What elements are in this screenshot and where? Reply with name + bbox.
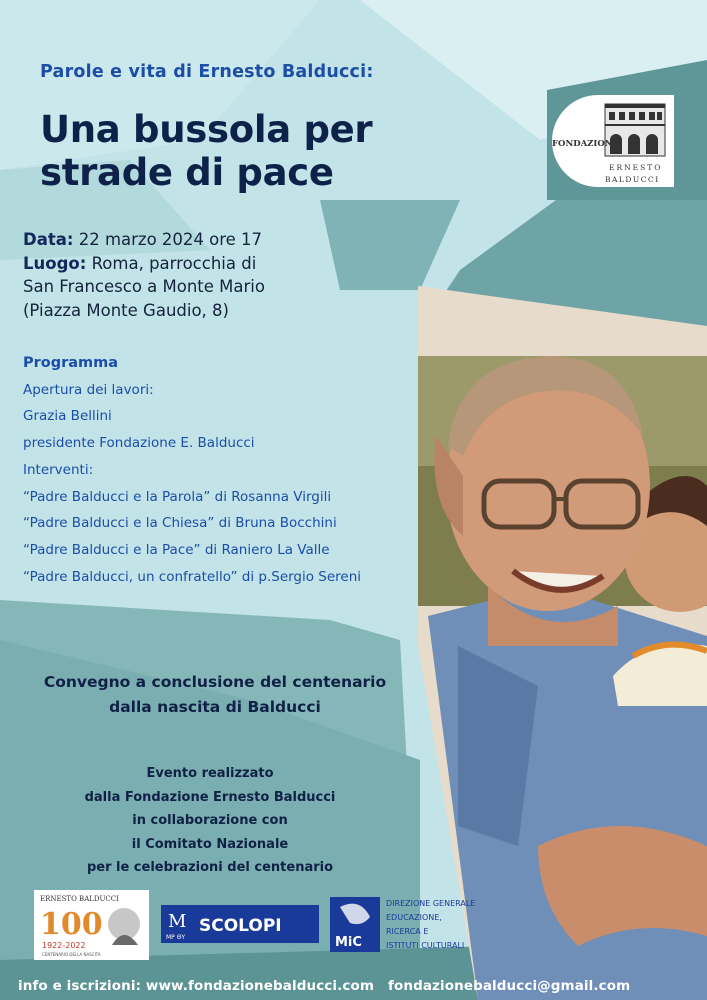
logo-word-balducci: BALDUCCI — [605, 175, 660, 184]
scolopi-logo — [161, 905, 319, 943]
organizer-line: Evento realizzato — [146, 766, 274, 781]
location-line-3: (Piazza Monte Gaudio, 8) — [23, 300, 229, 320]
email-link[interactable]: fondazionebalducci@gmail.com — [388, 978, 631, 994]
scolopi-label: SCOLOPI — [199, 916, 282, 936]
location-value: Roma, parrocchia di — [86, 253, 257, 273]
location-row — [23, 252, 265, 276]
mic-logo — [330, 897, 490, 957]
organizer-line: dalla Fondazione Ernesto Balducci — [84, 789, 336, 805]
conference-line-2: dalla nascita di Balducci — [109, 698, 321, 716]
title-line-2: strade di pace — [40, 151, 334, 194]
program-line: “Padre Balducci e la Pace” di Raniero La Valle — [23, 541, 330, 558]
program-heading: Programma — [23, 355, 119, 371]
event-info — [23, 228, 265, 322]
program-line: “Padre Balducci, un confratello” di p.Sergio Sereni — [23, 568, 362, 585]
organizer-line: il Comitato Nazionale — [131, 836, 289, 852]
location-label: Luogo: — [23, 253, 87, 273]
logo-word-fondazione: FONDAZIONE — [552, 139, 620, 149]
organizer-note — [0, 762, 420, 880]
program-line: Interventi: — [23, 461, 94, 478]
fondazione-logo — [547, 90, 679, 192]
date-label: Data: — [23, 230, 74, 249]
logo-word-ernesto: ERNESTO — [609, 163, 663, 172]
centenario-number: 100 — [40, 907, 103, 942]
conference-note — [0, 670, 430, 720]
scolopi-mark — [161, 905, 319, 943]
centenario-name: ERNESTO BALDUCCI — [40, 895, 119, 903]
program-line: “Padre Balducci e la Parola” di Rosanna Virgili — [23, 488, 332, 505]
scolopi-monogram: MP ΘY — [166, 934, 186, 941]
centenario-logo — [34, 890, 149, 960]
program-section — [23, 350, 361, 590]
program-line: Apertura dei lavori: — [23, 381, 154, 398]
mic-line: ISTITUTI CULTURALI — [386, 941, 465, 950]
program-line: Grazia Bellini — [23, 408, 112, 425]
svg-text:M: M — [168, 911, 187, 932]
date-value: 22 marzo 2024 ore 17 — [73, 230, 263, 249]
conference-line-1: Convegno a conclusione del centenario — [43, 673, 387, 691]
centenario-caption: CENTENARIO DELLA NASCITA — [42, 952, 101, 957]
mic-line: EDUCAZIONE, — [386, 913, 442, 922]
location-line-2: San Francesco a Monte Mario — [23, 277, 265, 296]
balducci-photo — [418, 286, 707, 1000]
mic-line: DIREZIONE GENERALE — [386, 899, 476, 908]
title-line-1: Una bussola per — [40, 108, 373, 151]
organizer-line: in collaborazione con — [132, 813, 288, 828]
program-line: “Padre Balducci e la Chiesa” di Bruna Bocchini — [23, 515, 337, 532]
centenario-years: 1922-2022 — [42, 941, 86, 950]
mic-line: RICERCA E — [386, 927, 429, 936]
organizer-line: per le celebrazioni del centenario — [86, 860, 334, 875]
program-line: presidente Fondazione E. Balducci — [23, 435, 255, 452]
mic-label: MiC — [335, 935, 362, 950]
footer-contacts — [18, 978, 630, 994]
event-subtitle: Parole e vita di Ernesto Balducci: — [40, 62, 374, 82]
event-title — [40, 108, 460, 194]
website-link[interactable]: info e iscrizioni: www.fondazionebalducci.com — [18, 978, 375, 994]
date-row — [23, 228, 265, 252]
